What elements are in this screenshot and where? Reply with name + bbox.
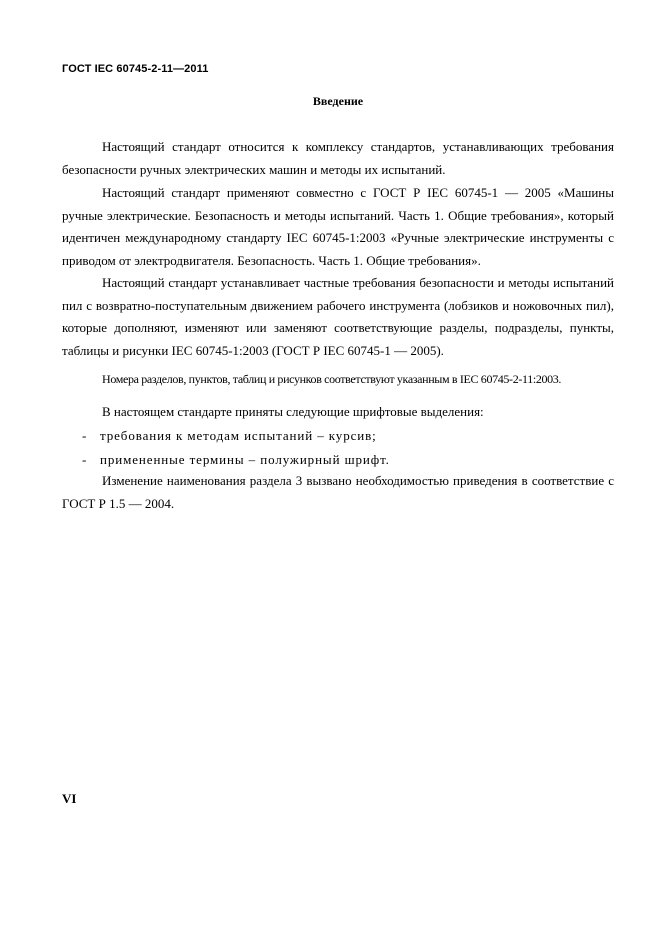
list-item-text: примененные термины – полужирный шрифт. [100,452,390,467]
list-marker: - [82,428,88,443]
list-item [62,450,622,470]
paragraph-numbering: Номера разделов, пунктов, таблиц и рисунков соответствуют указанным в IEC 60745-2-11:2003. [102,372,562,386]
paragraph-scope: Настоящий стандарт относится к комплексу стандартов, устанавливающих требования безопасности ручных электрических машин и методы их испытаний. [62,139,614,177]
list-item-text: требования к методам испытаний – курсив; [100,428,377,443]
document-designation: ГОСТ IEC 60745-2-11—2011 [62,63,209,75]
paragraph-font-conventions: В настоящем стандарте приняты следующие шрифтовые выделения: [102,404,484,419]
list-item [62,426,622,446]
section-title: Введение [312,94,364,108]
page-number: VI [62,791,77,806]
paragraph-section-rename: Изменение наименования раздела 3 вызвано необходимостью приведения в соответствие с ГОСТ Р 1.5 — 2004. [62,473,614,511]
list-marker: - [82,452,88,467]
paragraph-related-standard: Настоящий стандарт применяют совместно с ГОСТ Р IEC 60745-1 — 2005 «Машины ручные электрические. Безопасность и методы испытаний. Часть 1. Общие требования», который идентичен международному стандарту IEC 60745-1:2003 «Ручные электрические инструменты с приводом от электродвигателя. Безопасность. Часть 1. Общие требования». [62,185,614,268]
paragraph-specific-requirements: Настоящий стандарт устанавливает частные требования безопасности и методы испытаний пил с возвратно-поступательным движением рабочего инструмента (лобзиков и ножовочных пил), которые дополняют, изменяют или заменяют соответствующие разделы, подразделы, пункты, таблицы и рисунки IEC 60745-1:2003 (ГОСТ Р IEC 60745-1 — 2005). [62,275,614,358]
